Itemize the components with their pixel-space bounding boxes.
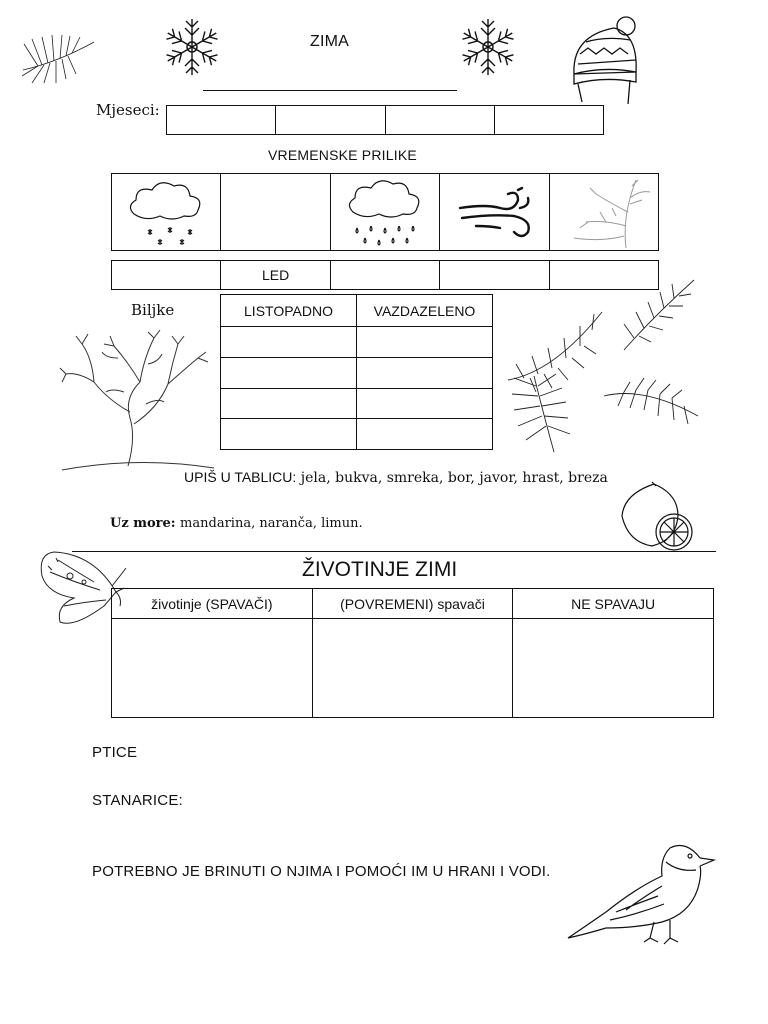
- plants-header-deciduous: LISTOPADNO: [221, 295, 357, 327]
- winter-hat-icon: [566, 14, 644, 108]
- sea-words: mandarina, naranča, limun.: [180, 516, 363, 531]
- frost-branch-icon: [566, 176, 656, 250]
- title-underline: [203, 90, 457, 91]
- plants-cell[interactable]: [357, 419, 493, 450]
- bird-icon: [566, 838, 716, 952]
- plants-cell[interactable]: [357, 357, 493, 388]
- evergreen-branches-icon: [494, 276, 700, 462]
- animals-title: ŽIVOTINJE ZIMI: [302, 558, 458, 581]
- weather-icon-cell: [221, 174, 330, 251]
- animals-cell[interactable]: [112, 619, 313, 718]
- weather-title: VREMENSKE PRILIKE: [268, 147, 417, 163]
- plants-cell[interactable]: [221, 419, 357, 450]
- sea-label: Uz more:: [110, 516, 176, 531]
- bird-care-note: POTREBNO JE BRINUTI O NJIMA I POMOĆI IM U HRANI I VODI.: [92, 863, 551, 880]
- weather-icon-cell: [112, 174, 221, 251]
- plants-instruction: [184, 469, 608, 487]
- months-table: [166, 105, 604, 135]
- plants-cell[interactable]: [221, 388, 357, 419]
- plants-label: Biljke: [131, 301, 175, 319]
- stanarice-label: STANARICE:: [92, 792, 183, 809]
- lemon-icon: [618, 480, 698, 552]
- plants-cell[interactable]: [357, 327, 493, 358]
- plants-cell[interactable]: [221, 327, 357, 358]
- snowflake-icon: [160, 15, 224, 79]
- plants-table: [220, 294, 493, 450]
- page-title: ZIMA: [310, 33, 350, 50]
- plants-cell[interactable]: [221, 357, 357, 388]
- pine-branch-icon: [18, 30, 98, 90]
- weather-label-cell[interactable]: LED: [221, 261, 330, 290]
- weather-icon-cell: [330, 174, 439, 251]
- plants-cell[interactable]: [357, 388, 493, 419]
- month-cell[interactable]: [494, 106, 603, 135]
- month-cell[interactable]: [167, 106, 276, 135]
- sea-line: [110, 514, 363, 532]
- animals-header-sleepers: životinje (SPAVAČI): [112, 589, 313, 619]
- months-label: Mjeseci:: [96, 101, 160, 119]
- weather-label-cell[interactable]: [330, 261, 439, 290]
- month-cell[interactable]: [385, 106, 494, 135]
- wind-icon: [456, 186, 536, 242]
- weather-label-cell[interactable]: [112, 261, 221, 290]
- snow-cloud-icon: [124, 176, 208, 248]
- animals-cell[interactable]: [312, 619, 513, 718]
- weather-icon-cell: [440, 174, 549, 251]
- rain-cloud-icon: [343, 176, 427, 250]
- animals-table: [111, 588, 714, 718]
- bare-tree-icon: [58, 328, 218, 472]
- animals-header-occasional: (POVREMENI) spavači: [312, 589, 513, 619]
- ptice-label: PTICE: [92, 744, 138, 761]
- weather-icon-cell: [549, 174, 658, 251]
- instruction-label: UPIŠ U TABLICU:: [184, 469, 297, 485]
- animals-header-awake: NE SPAVAJU: [513, 589, 714, 619]
- animals-cell[interactable]: [513, 619, 714, 718]
- month-cell[interactable]: [276, 106, 385, 135]
- snowflake-icon: [456, 15, 520, 79]
- instruction-words: jela, bukva, smreka, bor, javor, hrast, breza: [300, 470, 608, 486]
- plants-header-evergreen: VAZDAZELENO: [357, 295, 493, 327]
- weather-icons-table: [111, 173, 659, 251]
- section-divider: [72, 551, 716, 552]
